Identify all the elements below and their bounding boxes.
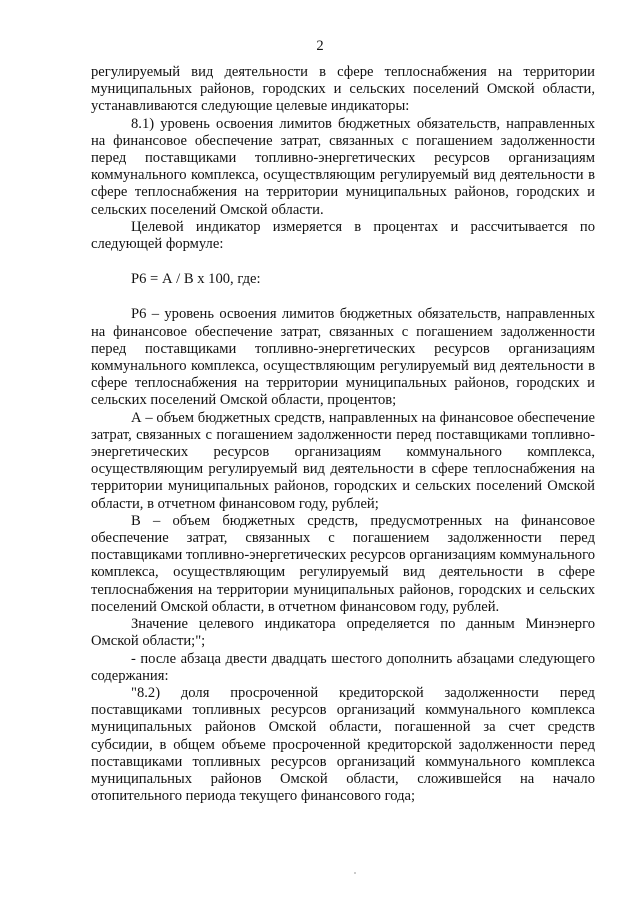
paragraph-indicator-source: Значение целевого индикатора определяется по данным Минэнерго Омской области;"; xyxy=(91,616,595,650)
formula: Р6 = А / В х 100, где: xyxy=(131,271,261,288)
spacer xyxy=(91,288,595,306)
paragraph-indicator-measure: Целевой индикатор измеряется в процентах и рассчитывается по следующей формуле: xyxy=(91,218,595,253)
document-body xyxy=(91,64,595,805)
paragraph-def-p6: Р6 – уровень освоения лимитов бюджетных обязательств, направленных на финансовое обеспечение затрат, связанных с погашением задолженности перед поставщиками топливно-энергетических ресурсов организациям коммунального комплекса, осуществляющим регулируемый вид деятельности в сфере теплоснабжения на территории муниципальных районов, городских и сельских поселений Омской области, процентов; xyxy=(91,306,595,409)
paragraph-8-1: 8.1) уровень освоения лимитов бюджетных обязательств, направленных на финансовое обеспечение затрат, связанных с погашением задолженности перед поставщиками топливно-энергетических ресурсов организациям коммунального комплекса, осуществляющим регулируемый вид деятельности в сфере теплоснабжения на территории муниципальных районов, городских и сельских поселений Омской области. xyxy=(91,115,595,218)
spacer xyxy=(91,253,595,271)
paragraph-def-a: А – объем бюджетных средств, направленных на финансовое обеспечение затрат, связанных с погашением задолженности перед поставщиками топливно-энергетических ресурсов организациям коммунального комплекса, осуществляющим регулируемый вид деятельности в сфере теплоснабжения на территории муниципальных районов, городских и сельских поселений Омской области, в отчетном финансовом году, рублей; xyxy=(91,409,595,512)
paragraph-8-2: "8.2) доля просроченной кредиторской задолженности перед поставщиками топливных ресурсов организаций коммунального комплекса муниципальных районов Омской области, погашенной за счет средств субсидии, в общем объеме просроченной кредиторской задолженности перед поставщиками топливных ресурсов организаций коммунального комплекса муниципальных районов Омской области, сложившейся на начало отопительного периода текущего финансового года; xyxy=(91,684,595,805)
paragraph-amendment: - после абзаца двести двадцать шестого дополнить абзацами следующего содержания: xyxy=(91,650,595,684)
paragraph-intro: регулируемый вид деятельности в сфере теплоснабжения на территории муниципальных районов, городских и сельских поселений Омской области, устанавливаются следующие целевые индикаторы: xyxy=(91,64,595,115)
page-number: 2 xyxy=(316,38,324,54)
scan-speck xyxy=(354,872,356,874)
paragraph-def-b: В – объем бюджетных средств, предусмотренных на финансовое обеспечение затрат, связанных с погашением задолженности перед поставщиками топливно-энергетических ресурсов организациям коммунального комплекса, осуществляющим регулируемый вид деятельности в сфере теплоснабжения на территории муниципальных районов, городских и сельских поселений Омской области, в отчетном финансовом году, рублей. xyxy=(91,512,595,615)
